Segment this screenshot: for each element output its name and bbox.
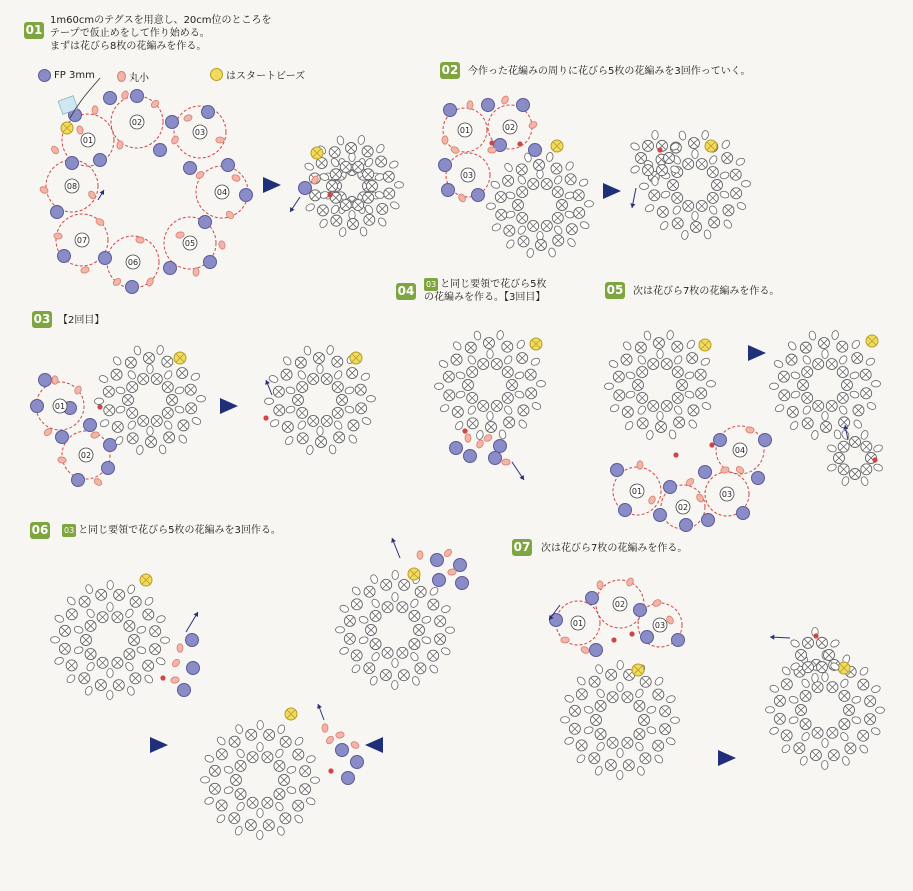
- small-bead: [92, 106, 98, 114]
- step-01-line-3: まずは花びら8枚の花編みを作る。: [50, 41, 207, 52]
- fp-bead: [299, 182, 312, 195]
- step-03-line-1: 【2回目】: [58, 315, 105, 326]
- fp-bead: [58, 250, 71, 263]
- step-02-line-1: 今作った花編みの周りに花びら5枚の花編みを3回作っていく。: [468, 66, 751, 77]
- svg-text:01: 01: [82, 136, 94, 145]
- petal-02-label: [130, 115, 144, 129]
- step-06-line-1: と同じ要領で花びら5枚の花編みを3回作る。: [78, 525, 281, 536]
- small-bead: [183, 114, 193, 123]
- fp-bead: [664, 481, 677, 494]
- start-bead-icon: [210, 68, 223, 81]
- fp-bead-icon: [38, 69, 51, 82]
- fp-bead: [482, 99, 495, 112]
- petal-03-label: [720, 487, 734, 501]
- small-bead: [322, 724, 328, 732]
- flower-motif: [455, 350, 525, 421]
- fp-bead: [641, 631, 654, 644]
- fp-bead: [634, 604, 647, 617]
- knot-dot: [462, 428, 467, 433]
- fp-bead: [31, 400, 44, 413]
- fp-bead: [489, 452, 502, 465]
- fp-bead: [104, 439, 117, 452]
- small-bead: [112, 277, 122, 287]
- knot-dot: [328, 768, 333, 773]
- small-bead: [325, 735, 335, 745]
- small-bead: [39, 185, 49, 194]
- small-bead: [500, 95, 509, 105]
- small-bead: [745, 426, 754, 433]
- fp-bead: [166, 116, 179, 129]
- petal-01-label: [53, 399, 67, 413]
- fp-bead: [611, 464, 624, 477]
- fp-bead: [714, 434, 727, 447]
- small-bead: [561, 637, 569, 643]
- knot-dot: [327, 192, 332, 197]
- fp-bead: [131, 90, 144, 103]
- start-bead: [866, 335, 878, 347]
- step-06-arrow-left: [150, 737, 168, 753]
- small-bead: [457, 193, 466, 203]
- fp-bead: [51, 206, 64, 219]
- fp-bead: [680, 519, 693, 532]
- petal-03-label: [571, 616, 585, 630]
- svg-text:03: 03: [654, 621, 666, 630]
- fp-bead: [102, 462, 115, 475]
- knot-dot: [611, 637, 616, 642]
- fp-bead: [464, 450, 477, 463]
- step-07-arrow: [718, 750, 736, 766]
- fp-bead: [456, 577, 469, 590]
- svg-text:06: 06: [127, 258, 139, 267]
- step-04-line-2: の花編みを作る。【3回目】: [424, 292, 546, 303]
- thread-arrowhead: [630, 203, 635, 208]
- petal-02-label: [613, 597, 627, 611]
- fp-bead: [154, 144, 167, 157]
- flower-motif: [560, 660, 679, 779]
- svg-text:01: 01: [631, 487, 643, 496]
- svg-text:05: 05: [184, 239, 196, 248]
- step-07-badge: 07: [513, 540, 531, 554]
- step-05-arrow: [748, 345, 766, 361]
- step-06-arrow-right: [365, 737, 383, 753]
- knot-dot: [489, 140, 494, 145]
- small-bead: [74, 385, 83, 395]
- knot-dot: [517, 141, 522, 146]
- small-bead: [175, 231, 185, 239]
- start-bead: [408, 568, 420, 580]
- fp-bead: [699, 466, 712, 479]
- fp-bead: [590, 644, 603, 657]
- flower-motif: [319, 153, 385, 220]
- small-bead: [443, 548, 453, 558]
- step-01-arrow: [263, 177, 281, 193]
- small-bead: [625, 577, 634, 587]
- flower-motif: [50, 580, 169, 699]
- fp-bead: [336, 744, 349, 757]
- legend-fp: [38, 69, 95, 82]
- fp-bead: [104, 92, 117, 105]
- step-03-badge: 03: [33, 312, 51, 326]
- svg-text:01: 01: [54, 402, 66, 411]
- start-bead: [705, 140, 717, 152]
- petal-01-label: [653, 618, 667, 632]
- step-02-arrow: [603, 183, 621, 199]
- legend-fp-label: FP 3mm: [54, 70, 95, 81]
- step-01-line-2: テープで仮止めをして作り始める。: [50, 28, 210, 39]
- small-bead: [116, 140, 123, 149]
- petal-01-label: [458, 123, 472, 137]
- fp-bead: [240, 189, 253, 202]
- step-02-badge: 02: [441, 63, 459, 77]
- small-bead: [417, 551, 423, 559]
- flower-motif: [358, 593, 431, 668]
- small-bead: [87, 190, 97, 200]
- step-07-line-1: 次は花びら7枚の花編みを作る。: [541, 543, 688, 554]
- fp-bead: [126, 281, 139, 294]
- step-05-line-1: 次は花びら7枚の花編みを作る。: [633, 286, 780, 297]
- fp-bead: [222, 159, 235, 172]
- small-bead: [218, 240, 226, 250]
- svg-text:03: 03: [721, 490, 733, 499]
- small-bead: [483, 433, 493, 442]
- fp-bead: [494, 440, 507, 453]
- small-bead: [171, 658, 181, 668]
- petal-04-label: [733, 443, 747, 457]
- petal-01-label: [630, 484, 644, 498]
- fp-bead: [164, 262, 177, 275]
- start-bead: [311, 147, 323, 159]
- start-bead: [632, 664, 644, 676]
- step-03-arrow: [220, 398, 238, 414]
- step-06-text: [62, 524, 281, 537]
- step-01-line-1: 1m60cmのテグスを用意し、20cm位のところを: [50, 15, 272, 26]
- start-bead: [551, 140, 563, 152]
- svg-text:03: 03: [462, 171, 474, 180]
- start-bead: [174, 352, 186, 364]
- thread-arrowhead: [770, 635, 774, 640]
- step-04-text: [424, 278, 547, 304]
- start-bead: [61, 122, 73, 134]
- fp-bead: [202, 106, 215, 119]
- start-bead: [350, 352, 362, 364]
- fp-bead: [351, 756, 364, 769]
- flower-motif: [434, 330, 545, 440]
- knot-dot: [160, 675, 165, 680]
- petal-02-label: [676, 500, 690, 514]
- fp-bead: [342, 772, 355, 785]
- petal-04-label: [215, 185, 229, 199]
- small-bead: [350, 740, 360, 749]
- fp-bead: [442, 184, 455, 197]
- small-bead: [502, 459, 510, 465]
- small-bead: [121, 90, 130, 100]
- small-bead: [54, 233, 63, 240]
- small-bead: [580, 645, 590, 654]
- flower-motif: [115, 365, 185, 436]
- small-bead: [195, 170, 205, 180]
- legend-small-label: 丸小: [129, 73, 149, 84]
- fp-bead: [550, 614, 563, 627]
- fp-bead: [199, 216, 212, 229]
- fp-bead: [672, 634, 685, 647]
- svg-text:07: 07: [76, 236, 88, 245]
- small-bead: [475, 439, 484, 449]
- flower-motif: [788, 673, 861, 748]
- flower-motif: [505, 170, 575, 241]
- fp-bead: [619, 504, 632, 517]
- flower-motif: [486, 152, 593, 258]
- small-bead: [465, 434, 471, 442]
- fp-bead: [431, 554, 444, 567]
- flower-motif: [285, 365, 355, 436]
- small-bead: [52, 376, 58, 384]
- knot-dot: [629, 631, 634, 636]
- fp-bead: [94, 154, 107, 167]
- small-bead: [170, 676, 179, 683]
- step-06-badge: 06: [31, 523, 49, 537]
- petal-06-label: [126, 255, 140, 269]
- small-bead: [695, 493, 704, 503]
- fp-bead: [439, 159, 452, 172]
- knot-dot: [97, 404, 102, 409]
- svg-text:02: 02: [131, 118, 143, 127]
- flower-motif: [335, 570, 454, 689]
- small-bead: [648, 495, 657, 505]
- petal-07-label: [75, 233, 89, 247]
- fp-bead: [450, 442, 463, 455]
- petal-02-label: [503, 120, 517, 134]
- small-bead: [637, 461, 643, 469]
- small-bead: [528, 120, 538, 129]
- knot-dot: [657, 147, 662, 152]
- fp-bead: [187, 662, 200, 675]
- fp-bead: [184, 162, 197, 175]
- fp-bead: [72, 474, 85, 487]
- fp-bead: [702, 514, 715, 527]
- petal-03-label: [461, 168, 475, 182]
- knot-dot: [263, 415, 268, 420]
- fp-bead: [39, 374, 52, 387]
- small-bead: [225, 210, 235, 220]
- fp-bead: [517, 99, 530, 112]
- small-bead: [93, 477, 103, 487]
- svg-text:01: 01: [459, 126, 471, 135]
- small-bead: [90, 431, 100, 439]
- legend-small: [117, 69, 149, 84]
- small-bead: [193, 268, 200, 277]
- flower-motif: [769, 330, 880, 440]
- flower-motif: [73, 603, 146, 678]
- flower-motif: [625, 350, 695, 421]
- fp-bead: [204, 256, 217, 269]
- small-bead: [652, 598, 662, 607]
- fp-bead: [66, 157, 79, 170]
- small-bead: [720, 466, 730, 474]
- petal-03-label: [193, 125, 207, 139]
- petal-05-label: [183, 236, 197, 250]
- small-bead: [597, 581, 603, 589]
- petal-08-label: [65, 179, 79, 193]
- legend-start-label: はスタートビーズ: [226, 71, 306, 82]
- fp-bead: [433, 574, 446, 587]
- fp-bead: [737, 507, 750, 520]
- fp-bead: [186, 634, 199, 647]
- knot-dot: [673, 452, 678, 457]
- small-bead: [231, 174, 241, 183]
- small-bead: [488, 147, 496, 153]
- petal-01-label: [81, 133, 95, 147]
- start-bead: [285, 708, 297, 720]
- start-bead: [838, 662, 850, 674]
- fp-bead: [586, 592, 599, 605]
- petal-02-label: [79, 448, 93, 462]
- fp-bead: [472, 189, 485, 202]
- start-bead: [699, 339, 711, 351]
- fp-bead: [654, 509, 667, 522]
- small-bead: [135, 236, 144, 243]
- svg-text:02: 02: [614, 600, 626, 609]
- svg-text:01: 01: [572, 619, 584, 628]
- fp-bead: [759, 434, 772, 447]
- small-bead: [467, 101, 473, 109]
- svg-text:03: 03: [194, 128, 206, 137]
- svg-text:08: 08: [66, 182, 78, 191]
- start-bead: [140, 574, 152, 586]
- small-bead: [57, 456, 66, 463]
- step-06-ref-badge: 03: [64, 526, 75, 535]
- small-bead: [442, 136, 448, 144]
- fp-bead: [84, 419, 97, 432]
- knot-dot: [709, 442, 714, 447]
- flower-motif: [583, 683, 656, 758]
- step-05-badge: 05: [606, 283, 624, 297]
- small-bead: [335, 731, 344, 738]
- svg-text:02: 02: [504, 123, 516, 132]
- svg-text:04: 04: [734, 446, 746, 455]
- step-04-line-1: と同じ要領で花びら5枚: [440, 279, 547, 290]
- small-bead: [170, 135, 179, 145]
- small-bead: [177, 644, 183, 652]
- fp-bead: [752, 472, 765, 485]
- flower-motif: [630, 131, 681, 186]
- small-bead: [76, 125, 84, 135]
- fp-bead: [99, 252, 112, 265]
- knot-dot: [872, 457, 877, 462]
- small-bead: [447, 568, 456, 575]
- small-bead: [216, 137, 225, 143]
- svg-text:02: 02: [80, 451, 92, 460]
- small-bead: [80, 266, 90, 274]
- knot-dot: [813, 633, 818, 638]
- step-01-badge: 01: [25, 23, 43, 37]
- small-bead-icon: [117, 71, 126, 82]
- step-04-badge: 04: [397, 284, 415, 298]
- start-bead: [530, 338, 542, 350]
- step-04-ref-badge: 03: [426, 280, 437, 289]
- small-bead: [450, 145, 460, 154]
- small-bead: [50, 145, 60, 155]
- fp-bead: [178, 684, 191, 697]
- legend-start: [210, 67, 305, 82]
- fp-bead: [56, 431, 69, 444]
- svg-text:02: 02: [677, 503, 689, 512]
- flower-motif: [223, 743, 296, 818]
- step-01-text: [50, 14, 272, 53]
- flower-motif: [790, 350, 860, 421]
- fp-bead: [444, 104, 457, 117]
- flower-motif: [200, 720, 319, 839]
- svg-text:04: 04: [216, 188, 228, 197]
